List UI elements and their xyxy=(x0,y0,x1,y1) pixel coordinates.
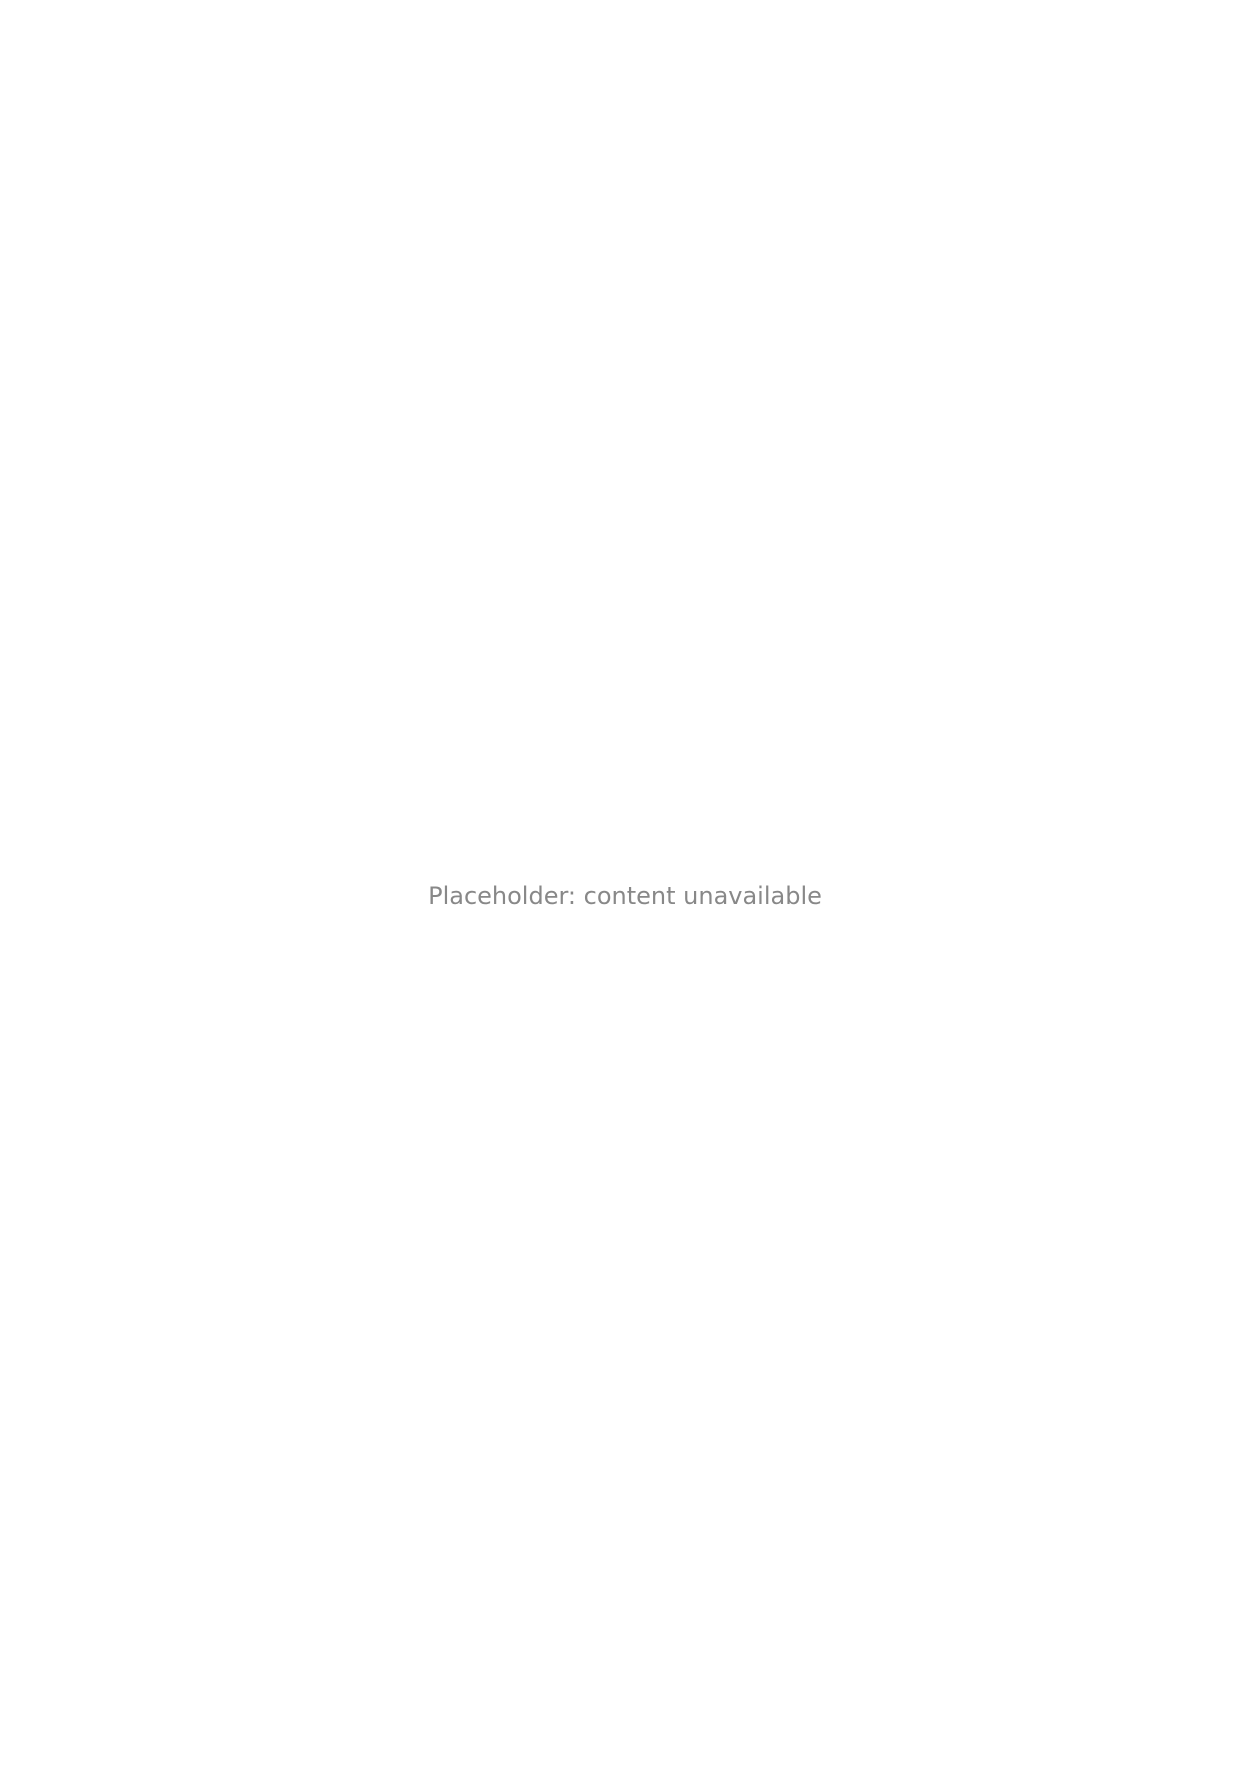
placeholder: Placeholder: content unavailable xyxy=(428,882,822,910)
